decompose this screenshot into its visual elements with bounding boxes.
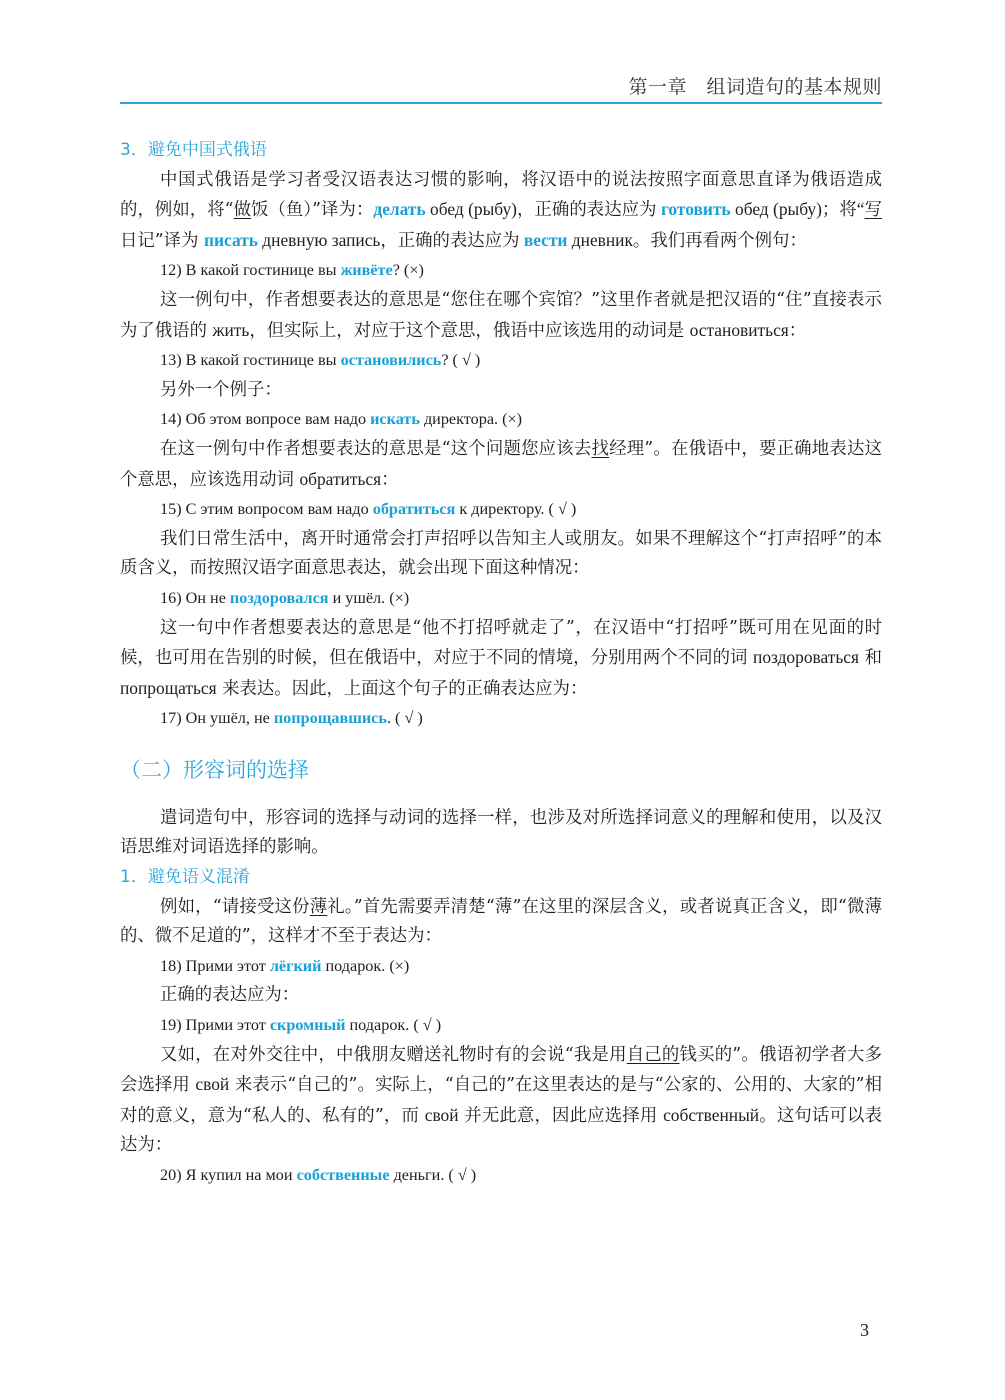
text: подарок. ( √ ) (345, 1016, 442, 1035)
text: 和 (859, 648, 882, 669)
text: 19) Прими этот (160, 1016, 270, 1035)
text: 。这句话可以表达为： (120, 1105, 882, 1156)
subsection-heading-3: 3．避免中国式俄语 (120, 140, 267, 160)
text: дневную запись，正确的表达应为 (257, 229, 524, 250)
text: 20) Я купил на мои (160, 1166, 297, 1184)
paragraph-2 (120, 286, 882, 346)
text: 12) В какой гостинице вы (160, 261, 341, 280)
text: подарок. (×) (321, 956, 410, 975)
highlight-word: собственные (296, 1166, 390, 1184)
highlight-word: готовить (660, 199, 731, 220)
text: 16) Он не (160, 588, 230, 607)
highlight-word: вести (523, 229, 568, 250)
underlined-word: 自己的 (626, 1044, 680, 1065)
text: 饭（鱼）”译为： (251, 200, 374, 221)
page-body (120, 136, 882, 1191)
paragraph-10 (120, 1041, 882, 1161)
highlight-word: делать (373, 199, 426, 220)
subsection-heading-1: 1．避免语义混淆 (120, 867, 250, 888)
paragraph-8 (120, 893, 882, 952)
text: 这一例句中，作者想要表达的意思是“您住在哪个宾馆？”这里作者就是把汉语的“住”直接表示为了俄语的 (120, 289, 882, 341)
russian-word: свой (424, 1104, 459, 1125)
paragraph-1 (120, 166, 882, 257)
text: 13) В какой гостинице вы (160, 351, 341, 370)
underlined-word: 薄 (309, 896, 328, 917)
text: дневник。我们再看两个例句： (567, 229, 807, 250)
header-rule (120, 102, 882, 104)
highlight-word: писать (203, 229, 258, 250)
text: 这一句中作者想要表达的意思是“他不打招呼就走了”，在汉语中“打招呼”既可用在见面的时候，也可用在告别的时候，但在俄语中，对应于不同的情境，分别用两个不同的词 (120, 617, 882, 669)
paragraph-7: 遣词造句中，形容词的选择与动词的选择一样，也涉及对所选择词意义的理解和使用，以及汉语思维对词语选择的影响。 (120, 807, 882, 858)
section-heading-2: （二）形容词的选择 (120, 757, 309, 782)
text: ： (381, 469, 399, 490)
paragraph-9: 正确的表达应为： (160, 985, 300, 1006)
russian-word: свой (195, 1074, 230, 1095)
text: 经理”。在俄语中，要正确地表达这个意思，应该选用动词 (120, 438, 882, 490)
example-12 (120, 256, 882, 286)
example-19 (120, 1011, 882, 1041)
example-13 (120, 346, 882, 376)
text: 例如，“请接受这份 (160, 896, 310, 917)
text: 并无此意，因此应选择用 (458, 1105, 664, 1126)
chapter-title: 第一章 组词造句的基本规则 (628, 76, 882, 98)
text: 来表达。因此，上面这个句子的正确表达应为： (216, 678, 588, 699)
text: директора. (×) (419, 410, 523, 429)
running-header (120, 72, 882, 102)
highlight-word: скромный (269, 1016, 346, 1035)
paragraph-3: 另外一个例子： (160, 379, 282, 400)
example-18 (120, 952, 882, 982)
text: обед (рыбу)；将“ (730, 199, 865, 220)
text: 15) С этим вопросом вам надо (160, 500, 373, 519)
russian-word: обратиться (299, 468, 382, 489)
example-17 (120, 704, 882, 734)
russian-word: попрощаться (120, 677, 217, 698)
text: 18) Прими этот (160, 956, 270, 975)
text: обед (рыбу)，正确的表达应为 (425, 199, 661, 220)
text: 17) Он ушёл, не (160, 709, 274, 728)
paragraph-5: 我们日常生活中，离开时通常会打声招呼以告知主人或朋友。如果不理解这个“打声招呼”的本质含义，而按照汉语字面意思表达，就会出现下面这种情况： (120, 528, 882, 579)
text: 在这一例句中作者想要表达的意思是“这个问题您应该去 (160, 438, 592, 459)
underlined-word: 写 (864, 200, 882, 221)
underlined-word: 做 (233, 200, 252, 221)
highlight-word: лёгкий (269, 956, 322, 975)
underlined-word: 找 (591, 438, 610, 459)
text: деньги. ( √ ) (389, 1166, 477, 1184)
highlight-word: живёте (340, 261, 393, 280)
text: 又如，在对外交往中，中俄朋友赠送礼物时有的会说“我是用 (160, 1044, 627, 1065)
text: к директору. ( √ ) (455, 500, 577, 519)
text: ? (×) (392, 261, 424, 280)
text: ： (788, 320, 807, 341)
example-16 (120, 584, 882, 614)
example-15 (120, 495, 882, 525)
text: 中国式俄语是学习者受汉语表达习惯的影响，将汉语中的说法按照字面意思直译为俄语造成的，例如，将“ (120, 169, 882, 221)
highlight-word: искать (370, 410, 420, 429)
text: ? ( √ ) (441, 351, 481, 370)
russian-word: поздороваться (753, 647, 860, 668)
text: 钱买的”。俄语初学者大多会选择用 (120, 1044, 882, 1096)
highlight-word: поздоровался (229, 588, 329, 607)
paragraph-6 (120, 614, 882, 705)
text: 日记”译为 (120, 230, 204, 251)
page-number: 3 (860, 1320, 869, 1340)
highlight-word: попрощавшись (273, 709, 387, 728)
highlight-word: обратиться (372, 500, 456, 519)
highlight-word: остановились (340, 351, 442, 370)
text: 礼。”首先需要弄清楚“薄”在这里的深层含义，或者说真正含义，即“微薄的、微不足道的”，这样才不至于表达为： (120, 896, 882, 947)
russian-word: собственный (663, 1104, 760, 1125)
paragraph-4 (120, 435, 882, 495)
text: 14) Об этом вопросе вам надо (160, 410, 371, 429)
example-14 (120, 405, 882, 435)
russian-word: жить (212, 319, 250, 340)
example-20 (120, 1161, 882, 1191)
text: ，但实际上，对应于这个意思，俄语中应该选用的动词是 (249, 320, 690, 341)
text: и ушёл. (×) (328, 588, 410, 607)
russian-word: остановиться (689, 319, 789, 340)
text: 来表示“自己的”。实际上，“自己的”在这里表达的是与“公家的、公用的、大家的”相对的意义，意为“私人的、私有的”，而 (120, 1075, 882, 1126)
text: . ( √ ) (386, 709, 423, 728)
